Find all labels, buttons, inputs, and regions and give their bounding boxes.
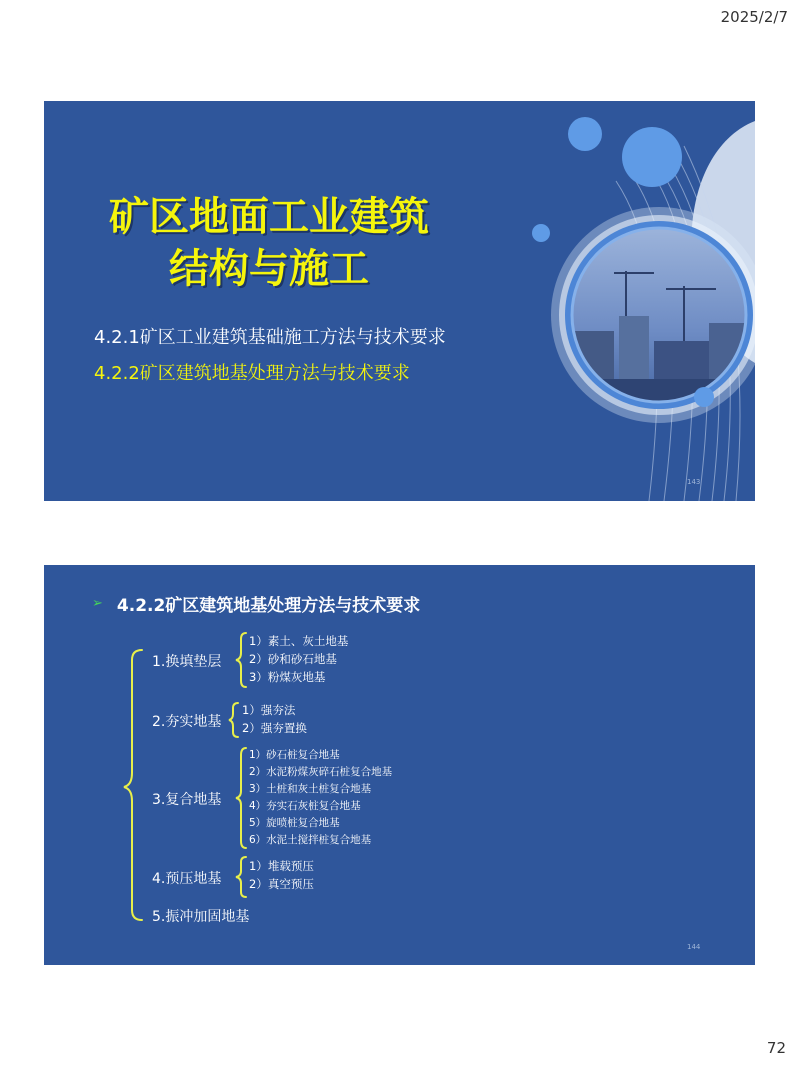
title-line-2: 结构与施工 <box>169 246 369 292</box>
slide-144 <box>44 565 755 965</box>
slide-title <box>64 191 474 295</box>
item-label-5: 5.振冲加固地基 <box>152 909 250 925</box>
sub-list-2 <box>242 701 307 737</box>
sub-item: 1）堆载预压 <box>249 859 314 873</box>
sub-item: 2）水泥粉煤灰碎石桩复合地基 <box>249 766 393 778</box>
sub-item: 6）水泥土搅拌桩复合地基 <box>249 834 372 846</box>
slide-number: 144 <box>687 943 701 951</box>
sub-list-3 <box>249 747 392 849</box>
sub-item: 5）旋喷桩复合地基 <box>249 817 340 829</box>
slide-143 <box>44 101 755 501</box>
sub-item: 4）夯实石灰桩复合地基 <box>249 800 361 812</box>
sub-list-4 <box>249 857 314 893</box>
sub-item: 1）强夯法 <box>242 703 296 717</box>
item-label-2: 2.夯实地基 <box>152 714 222 730</box>
bracket-lines <box>44 565 755 965</box>
decorative-graphic <box>44 101 755 501</box>
page-number: 72 <box>766 1039 786 1057</box>
sub-item: 1）素土、灰土地基 <box>249 634 349 648</box>
sub-item: 2）强夯置换 <box>242 721 307 735</box>
sub-item: 2）砂和砂石地基 <box>249 652 337 666</box>
sub-item: 3）土桩和灰土桩复合地基 <box>249 783 372 795</box>
item-label-1: 1.换填垫层 <box>152 654 222 670</box>
sub-item: 3）粉煤灰地基 <box>249 670 326 684</box>
page-date: 2025/2/7 <box>720 8 788 26</box>
heading-text: 4.2.2矿区建筑地基处理方法与技术要求 <box>116 596 421 616</box>
item-label-4: 4.预压地基 <box>152 871 222 887</box>
sub-item: 2）真空预压 <box>249 877 314 891</box>
title-line-1: 矿区地面工业建筑 <box>109 194 429 240</box>
arrow-bullet-icon: ➢ <box>92 596 103 611</box>
slide-number: 143 <box>687 478 701 486</box>
subtitle-4-2-2: 4.2.2矿区建筑地基处理方法与技术要求 <box>94 363 410 384</box>
sub-item: 1）砂石桩复合地基 <box>249 749 340 761</box>
item-label-3: 3.复合地基 <box>152 792 222 808</box>
sub-list-1 <box>249 632 348 686</box>
subtitle-4-2-1: 4.2.1矿区工业建筑基础施工方法与技术要求 <box>94 327 446 348</box>
